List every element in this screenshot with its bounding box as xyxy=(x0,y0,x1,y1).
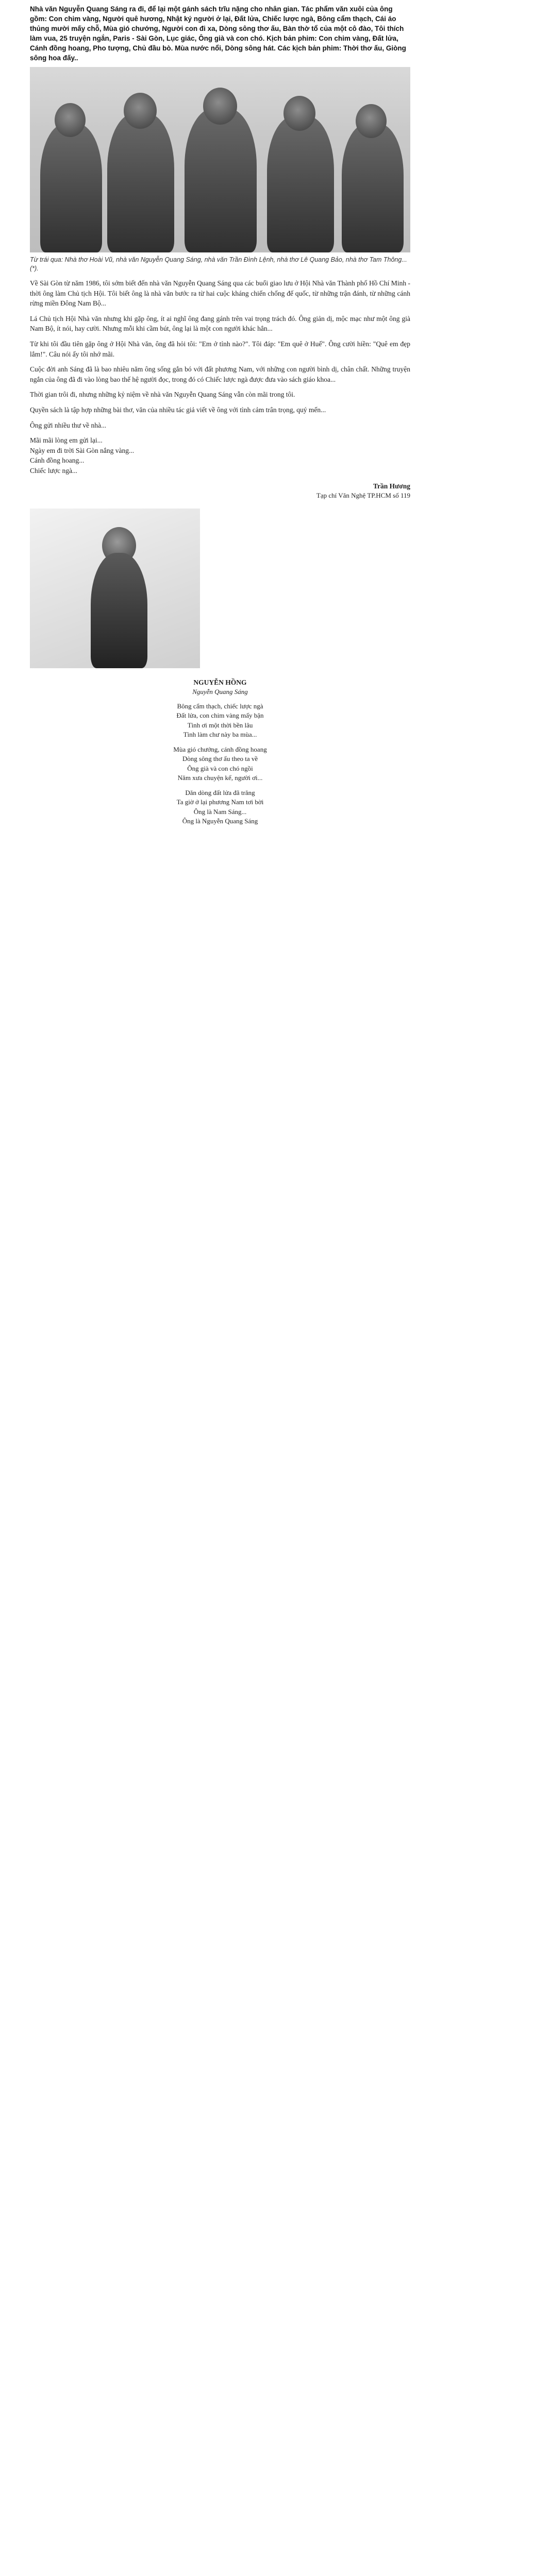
photo-figure xyxy=(40,124,102,252)
group-photo xyxy=(30,67,410,252)
photo-figure-head xyxy=(283,96,315,131)
photo-figure xyxy=(342,124,404,252)
photo-figure xyxy=(107,113,174,252)
poem-line: Dăn dòng đất lửa đã trăng xyxy=(185,788,255,796)
paragraph: Quyền sách là tập hợp những bài thơ, văn của nhiều tác giả viết về ông với tình cảm trân trọng, quý mến... xyxy=(30,405,326,414)
poem-title: NGUYỄN HỒNG xyxy=(193,678,247,686)
photo-figure-head xyxy=(356,104,387,138)
photo-figure-head xyxy=(124,93,157,129)
article-body xyxy=(30,278,410,476)
paragraph: Từ khi tôi đầu tiên gặp ông ở Hội Nhà văn, ông đã hỏi tôi: "Em ở tỉnh nào?". Tôi đáp: "Em quê ở Huế". Ông cười hiền: "Quê em đẹp lắm!". Câu nói ấy tôi nhớ mãi. xyxy=(30,340,410,358)
author-signature: Trần Hương xyxy=(373,482,410,490)
poem-line: Mùa gió chướng, cánh đồng hoang xyxy=(173,745,267,753)
poem-line: Ta giờ ở lại phương Nam tơi bời xyxy=(176,798,264,806)
source-line: Tạp chí Văn Nghệ TP.HCM số 119 xyxy=(316,491,410,499)
poem-line: Tình ơi một thời bền lâu xyxy=(187,721,253,729)
article-intro: Nhà văn Nguyễn Quang Sáng ra đi, để lại một gánh sách trĩu nặng cho nhân gian. Tác phẩm văn xuôi của ông gồm: Con chim vàng, Người quê hương, Nhật ký người ở lại, Đất lửa, Chiếc lược ngà, Bông cẩm thạch, Cái áo thủng mười mấy chỗ, Mùa gió chướng, Người con đi xa, Dòng sông thơ ấu, Bàn thờ tổ của một cô đào, Tôi thích làm vua, 25 truyện ngắn, Paris - Sài Gòn, Lục giác, Ông già và con chó. Kịch bản phim: Con chim vàng, Đất lửa, Cánh đồng hoang, Pho tượng, Chủ đầu bò. Mùa nước nổi, Dòng sông hát. Các kịch bản phim: Thời thơ ấu, Giòng sông hoa đấy.. xyxy=(30,5,406,62)
poem-line: Dòng sông thơ ấu theo ta về xyxy=(182,755,258,762)
photo-figure xyxy=(185,108,257,252)
paragraph: Cuộc đời anh Sáng đã là bao nhiêu năm ông sống gắn bó với đất phương Nam, với những con người bình dị, chân chất. Những truyện ngắn của ông đã đi vào lòng bao thế hệ người đọc, trong đó có Chiếc lược ngà được đưa vào sách giáo khoa... xyxy=(30,365,410,383)
right-sidebar xyxy=(412,0,534,2576)
poem-fragment: Mãi mãi lòng em gửi lại... Ngày em đi trời Sài Gòn nắng vàng... Cánh đồng hoang... Chiếc lược ngà... xyxy=(30,436,135,474)
portrait-figure xyxy=(91,553,147,668)
poem-line: Bông cẩm thạch, chiếc lược ngà xyxy=(177,702,263,710)
poem-line: Đất lửa, con chim vàng mấy bận xyxy=(176,711,264,719)
poem-line: Ông già và con chó ngồi xyxy=(187,764,253,772)
stanza-gap xyxy=(30,783,410,788)
poem-author: Nguyễn Quang Sáng xyxy=(192,687,248,696)
poem-block xyxy=(30,677,410,826)
article xyxy=(30,4,410,826)
poem-line: Ông là Nguyễn Quang Sáng xyxy=(182,817,258,825)
poem-line: Tình làm chư này ba mùa... xyxy=(183,731,257,738)
photo-figure xyxy=(267,116,334,252)
paragraph: Thời gian trôi đi, nhưng những kỷ niệm về nhà văn Nguyễn Quang Sáng vẫn còn mãi trong tôi. xyxy=(30,391,295,399)
stanza-gap xyxy=(30,740,410,745)
photo-figure-head xyxy=(203,88,237,125)
photo-figure-head xyxy=(55,103,86,137)
paragraph: Về Sài Gòn từ năm 1986, tôi sớm biết đến nhà văn Nguyễn Quang Sáng qua các buổi giao lưu ở Hội Nhà văn Thành phố Hồ Chí Minh - thời ông làm Chủ tịch Hội. Tôi biết ông là nhà văn bước ra từ hai cuộc kháng chiến chống đế quốc, từ những trận đánh, từ những cánh rừng miền Đông Nam Bộ... xyxy=(30,279,410,308)
paragraph: Ông gửi nhiều thư về nhà... xyxy=(30,421,107,429)
poem-line: Năm xưa chuyện kể, người ơi... xyxy=(177,774,263,782)
portrait-photo xyxy=(30,509,200,668)
poem-line: Ông là Nam Sáng... xyxy=(193,807,247,816)
paragraph: Lá Chủ tịch Hội Nhà văn nhưng khi gặp ông, ít ai nghĩ ông đang gánh trên vai trọng trách đó. Ông giản dị, mộc mạc như một ông già Nam Bộ, ít nói, hay cười. Nhưng mỗi khi cầm bút, ông lại là một con người khác hẳn... xyxy=(30,314,410,333)
photo-caption: Từ trái qua: Nhà thơ Hoài Vũ, nhà văn Nguyễn Quang Sáng, nhà văn Trần Đình Lệnh, nhà thơ Lê Quang Bảo, nhà thơ Tam Thông... (*). xyxy=(30,256,407,272)
